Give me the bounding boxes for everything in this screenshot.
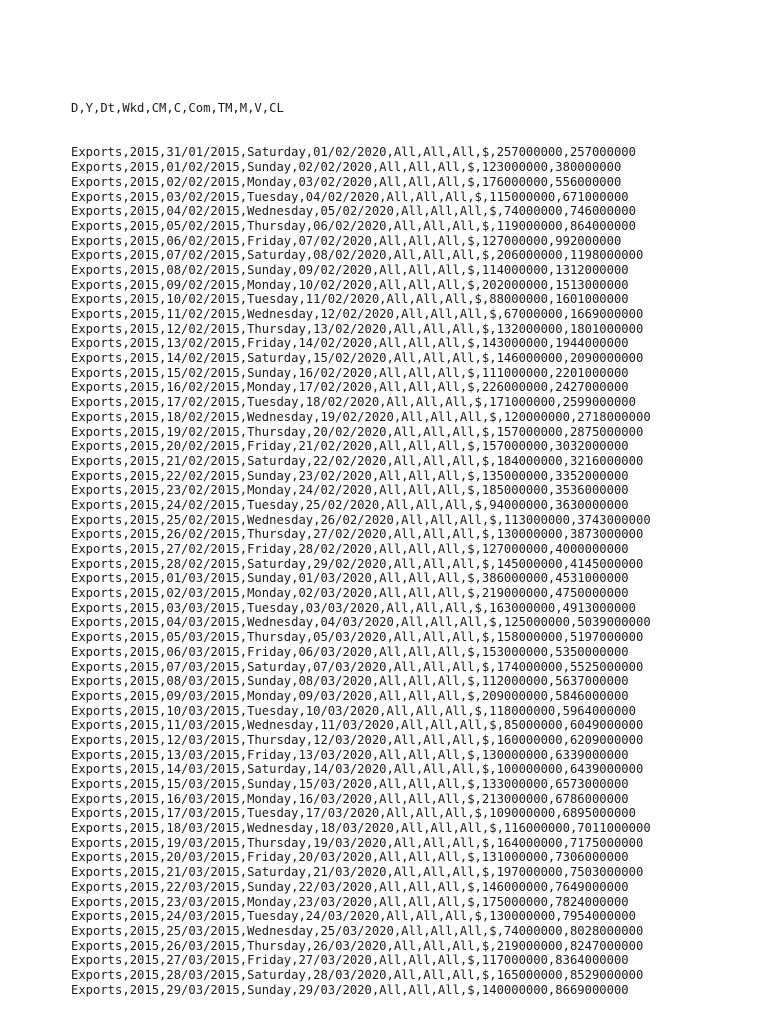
csv-data-line: Exports,2015,26/03/2015,Thursday,26/03/2020,All,All,All,$,219000000,8247000000: [71, 938, 644, 953]
csv-data-line: Exports,2015,21/03/2015,Saturday,21/03/2020,All,All,All,$,197000000,7503000000: [71, 865, 644, 880]
csv-data-line: Exports,2015,15/03/2015,Sunday,15/03/2020,All,All,All,$,133000000,6573000000: [71, 777, 629, 791]
csv-data-line: Exports,2015,08/02/2015,Sunday,09/02/2020,All,All,All,$,114000000,1312000000: [71, 262, 629, 277]
csv-data-line: Exports,2015,19/02/2015,Thursday,20/02/2020,All,All,All,$,157000000,2875000000: [71, 424, 644, 439]
csv-rows: [71, 145, 761, 997]
csv-data-line: Exports,2015,28/02/2015,Saturday,29/02/2020,All,All,All,$,145000000,4145000000: [71, 556, 644, 571]
csv-data-line: Exports,2015,14/02/2015,Saturday,15/02/2020,All,All,All,$,146000000,2090000000: [71, 351, 644, 366]
csv-data-line: Exports,2015,23/03/2015,Monday,23/03/2020,All,All,All,$,175000000,7824000000: [71, 894, 629, 909]
csv-data-line: Exports,2015,13/02/2015,Friday,14/02/2020,All,All,All,$,143000000,1944000000: [71, 336, 629, 351]
csv-data-line: Exports,2015,28/03/2015,Saturday,28/03/2020,All,All,All,$,165000000,8529000000: [71, 967, 644, 982]
csv-data-line: Exports,2015,05/02/2015,Thursday,06/02/2020,All,All,All,$,119000000,864000000: [71, 218, 636, 233]
csv-data-line: Exports,2015,15/02/2015,Sunday,16/02/2020,All,All,All,$,111000000,2201000000: [71, 365, 629, 380]
csv-data-line: Exports,2015,14/03/2015,Saturday,14/03/2020,All,All,All,$,100000000,6439000000: [71, 762, 644, 777]
csv-data-line: Exports,2015,13/03/2015,Friday,13/03/2020,All,All,All,$,130000000,6339000000: [71, 747, 629, 762]
csv-data-line: Exports,2015,20/03/2015,Friday,20/03/2020,All,All,All,$,131000000,7306000000: [71, 850, 629, 865]
csv-data-line: Exports,2015,17/02/2015,Tuesday,18/02/2020,All,All,All,$,171000000,2599000000: [71, 395, 636, 410]
csv-data-line: Exports,2015,06/03/2015,Friday,06/03/2020,All,All,All,$,153000000,5350000000: [71, 644, 629, 659]
csv-data-line: Exports,2015,07/02/2015,Saturday,08/02/2020,All,All,All,$,206000000,1198000000: [71, 248, 644, 263]
csv-data-line: Exports,2015,10/03/2015,Tuesday,10/03/2020,All,All,All,$,118000000,5964000000: [71, 703, 636, 718]
csv-data-line: Exports,2015,11/02/2015,Wednesday,12/02/2020,All,All,All,$,67000000,1669000000: [71, 307, 644, 321]
csv-header-line: D,Y,Dt,Wkd,CM,C,Com,TM,M,V,CL: [71, 101, 284, 116]
csv-data-line: Exports,2015,01/02/2015,Sunday,02/02/2020,All,All,All,$,123000000,380000000: [71, 160, 622, 175]
csv-data-line: Exports,2015,09/03/2015,Monday,09/03/2020,All,All,All,$,209000000,5846000000: [71, 688, 629, 703]
csv-data-line: Exports,2015,02/02/2015,Monday,03/02/2020,All,All,All,$,176000000,556000000: [71, 174, 622, 189]
csv-data-line: Exports,2015,12/02/2015,Thursday,13/02/2020,All,All,All,$,132000000,1801000000: [71, 321, 644, 336]
csv-data-line: Exports,2015,02/03/2015,Monday,02/03/2020,All,All,All,$,219000000,4750000000: [71, 586, 629, 601]
csv-data-line: Exports,2015,29/03/2015,Sunday,29/03/2020,All,All,All,$,140000000,8669000000: [71, 982, 629, 997]
csv-data-line: Exports,2015,27/03/2015,Friday,27/03/2020,All,All,All,$,117000000,8364000000: [71, 953, 629, 968]
csv-data-line: Exports,2015,17/03/2015,Tuesday,17/03/2020,All,All,All,$,109000000,6895000000: [71, 806, 636, 821]
csv-data-line: Exports,2015,16/02/2015,Monday,17/02/2020,All,All,All,$,226000000,2427000000: [71, 380, 629, 395]
csv-data-line: Exports,2015,25/03/2015,Wednesday,25/03/2020,All,All,All,$,74000000,8028000000: [71, 923, 644, 938]
csv-data-line: Exports,2015,03/02/2015,Tuesday,04/02/2020,All,All,All,$,115000000,671000000: [71, 189, 629, 204]
csv-data-line: Exports,2015,16/03/2015,Monday,16/03/2020,All,All,All,$,213000000,6786000000: [71, 791, 629, 806]
csv-data-line: Exports,2015,22/03/2015,Sunday,22/03/2020,All,All,All,$,146000000,7649000000: [71, 879, 629, 894]
csv-data-line: Exports,2015,23/02/2015,Monday,24/02/2020,All,All,All,$,185000000,3536000000: [71, 483, 629, 498]
csv-document: [71, 72, 761, 1012]
csv-data-line: Exports,2015,24/03/2015,Tuesday,24/03/2020,All,All,All,$,130000000,7954000000: [71, 909, 636, 924]
csv-data-line: Exports,2015,06/02/2015,Friday,07/02/2020,All,All,All,$,127000000,992000000: [71, 233, 622, 248]
csv-data-line: Exports,2015,05/03/2015,Thursday,05/03/2020,All,All,All,$,158000000,5197000000: [71, 630, 644, 645]
csv-data-line: Exports,2015,10/02/2015,Tuesday,11/02/2020,All,All,All,$,88000000,1601000000: [71, 292, 629, 307]
csv-data-line: Exports,2015,01/03/2015,Sunday,01/03/2020,All,All,All,$,386000000,4531000000: [71, 571, 629, 586]
csv-data-line: Exports,2015,22/02/2015,Sunday,23/02/2020,All,All,All,$,135000000,3352000000: [71, 468, 629, 483]
csv-data-line: Exports,2015,09/02/2015,Monday,10/02/2020,All,All,All,$,202000000,1513000000: [71, 277, 629, 292]
csv-data-line: Exports,2015,26/02/2015,Thursday,27/02/2020,All,All,All,$,130000000,3873000000: [71, 527, 644, 542]
csv-data-line: Exports,2015,18/03/2015,Wednesday,18/03/2020,All,All,All,$,116000000,7011000000: [71, 821, 651, 836]
csv-data-line: Exports,2015,20/02/2015,Friday,21/02/2020,All,All,All,$,157000000,3032000000: [71, 439, 629, 454]
csv-data-line: Exports,2015,31/01/2015,Saturday,01/02/2020,All,All,All,$,257000000,257000000: [71, 145, 636, 160]
csv-data-line: Exports,2015,07/03/2015,Saturday,07/03/2020,All,All,All,$,174000000,5525000000: [71, 659, 644, 674]
csv-data-line: Exports,2015,12/03/2015,Thursday,12/03/2020,All,All,All,$,160000000,6209000000: [71, 732, 644, 747]
csv-data-line: Exports,2015,25/02/2015,Wednesday,26/02/2020,All,All,All,$,113000000,3743000000: [71, 512, 651, 527]
csv-data-line: Exports,2015,21/02/2015,Saturday,22/02/2020,All,All,All,$,184000000,3216000000: [71, 453, 644, 468]
csv-data-line: Exports,2015,19/03/2015,Thursday,19/03/2020,All,All,All,$,164000000,7175000000: [71, 835, 644, 850]
csv-data-line: Exports,2015,27/02/2015,Friday,28/02/2020,All,All,All,$,127000000,4000000000: [71, 542, 629, 556]
csv-data-line: Exports,2015,24/02/2015,Tuesday,25/02/2020,All,All,All,$,94000000,3630000000: [71, 497, 629, 512]
csv-data-line: Exports,2015,08/03/2015,Sunday,08/03/2020,All,All,All,$,112000000,5637000000: [71, 674, 629, 689]
csv-data-line: Exports,2015,04/03/2015,Wednesday,04/03/2020,All,All,All,$,125000000,5039000000: [71, 615, 651, 630]
csv-data-line: Exports,2015,03/03/2015,Tuesday,03/03/2020,All,All,All,$,163000000,4913000000: [71, 600, 636, 615]
csv-data-line: Exports,2015,11/03/2015,Wednesday,11/03/2020,All,All,All,$,85000000,6049000000: [71, 718, 644, 733]
csv-data-line: Exports,2015,04/02/2015,Wednesday,05/02/2020,All,All,All,$,74000000,746000000: [71, 204, 636, 219]
csv-data-line: Exports,2015,18/02/2015,Wednesday,19/02/2020,All,All,All,$,120000000,2718000000: [71, 409, 651, 424]
